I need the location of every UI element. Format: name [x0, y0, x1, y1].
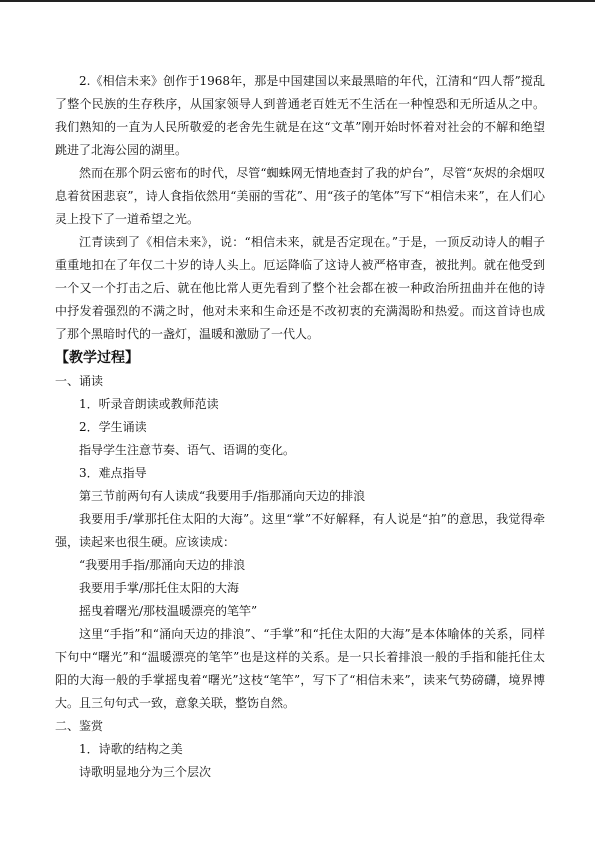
background-paragraph-2: 然而在那个阴云密布的时代，尽管“蜘蛛网无情地查封了我的炉台”，尽管“灰烬的余烟叹息着贫困悲哀”，诗人食指依然用“美丽的雪花”、用“孩子的笔体”写下“相信未来”，在人们心灵上投下了一道希望之光。 — [55, 166, 545, 226]
background-paragraph-3: 江青读到了《相信未来》，说：“相信未来，就是否定现在。”于是，一顶反动诗人的帽子重重地扣在了年仅二十岁的诗人头上。厄运降临了这诗人被严格审查，被批判。就在他受到一个又一个打击之后、就在他比常人更先看到了整个社会都在被一种政治所扭曲并在他的诗中抒发着强烈的不满之时，他对未来和生命还是不改初衷的充满渴盼和热爱。而这首诗也成了那个黑暗时代的一盏灯，温暖和激励了一代人。 — [55, 235, 545, 341]
poem-line-1: “我要用手指/那涌向天边的排浪 — [79, 558, 246, 572]
recitation-item-3-text-1: 第三节前两句有人读成“我要用手/指那涌向天边的排浪 — [79, 489, 366, 503]
recitation-item-3-text-2: 我要用手/掌那托住太阳的大海”。这里“掌”不好解释，有人说是“拍”的意思，我觉得牵强，读起来也很生硬。应该读成： — [55, 512, 545, 549]
recitation-item-3: 3．难点指导 — [79, 466, 147, 480]
background-paragraph-1: 2.《相信未来》创作于1968年，那是中国建国以来最黑暗的年代，江清和“四人帮”搅乱了整个民族的生存秩序，从国家领导人到普通老百姓无不生活在一种惶恐和无所适从之中。我们熟知的一直为人民所敬爱的老舍先生就是在这“文革”刚开始时怀着对社会的不解和绝望跳进了北海公园的湖里。 — [55, 74, 545, 157]
recitation-item-3-text-3: 这里“手指”和“涌向天边的排浪”、“手掌”和“托住太阳的大海”是本体喻体的关系，同样下句中“曙光”和“温暖漂亮的笔竿”也是这样的关系。是一只长着排浪一般的手指和能托住太阳的大海一般的手掌摇曳着“曙光”这枝“笔竿”，写下了“相信未来”，读来气势磅礴，境界博大。且三句句式一致，意象关联，整饬自然。 — [55, 627, 545, 710]
document-body — [55, 70, 545, 784]
teaching-process-heading: 【教学过程】 — [55, 350, 139, 366]
section-recitation-title: 一、诵读 — [55, 374, 104, 388]
poem-line-3: 摇曳着曙光/那枝温暖漂亮的笔竿” — [79, 604, 258, 618]
poem-line-2: 我要用手掌/那托住太阳的大海 — [79, 581, 240, 595]
page-top-rule — [0, 0, 595, 2]
recitation-item-2-text: 指导学生注意节奏、语气、语调的变化。 — [79, 443, 296, 457]
section-appreciation-title: 二、鉴赏 — [55, 719, 104, 733]
appreciation-item-1: 1．诗歌的结构之美 — [79, 742, 183, 756]
recitation-item-1: 1．听录音朗读或教师范读 — [79, 397, 219, 411]
recitation-item-2: 2．学生诵读 — [79, 420, 147, 434]
appreciation-item-1-text: 诗歌明显地分为三个层次 — [79, 765, 212, 779]
